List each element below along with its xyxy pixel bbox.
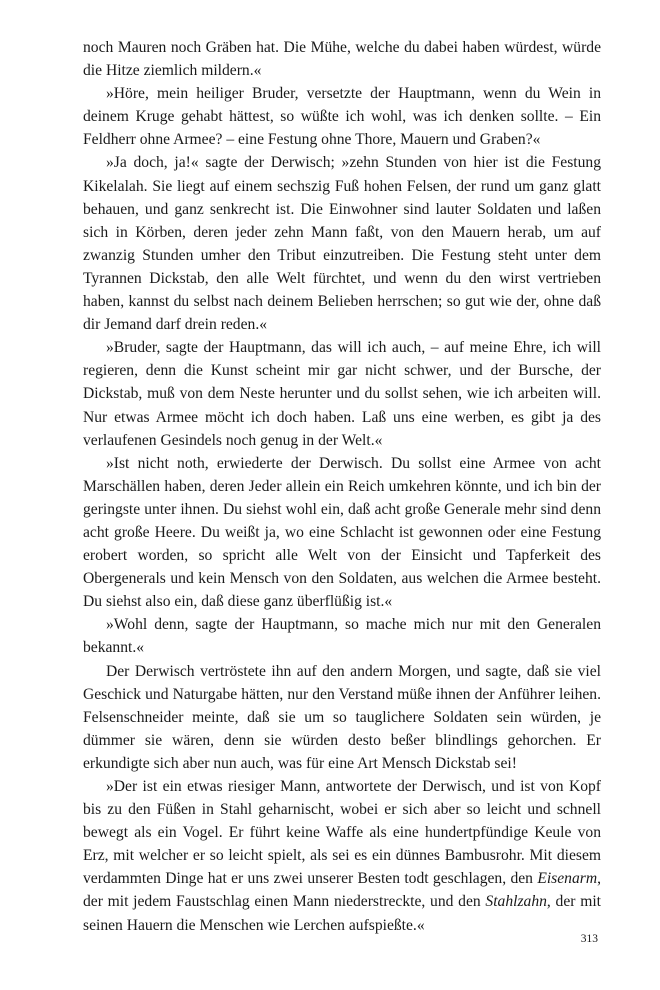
paragraph-8: »Der ist ein etwas riesiger Mann, antwortete der Derwisch, und ist von Kopf bis zu den Füßen in Stahl geharnischt, wobei er sich aber so leicht und schnell bewegt als ein Vogel. Er führt keine Waffe als eine hundertpfündige Keule von Erz, mit welcher er so leicht spielt, als sei es ein dünnes Bambusrohr. Mit diesem verdammten Dinge hat er uns zwei unserer Besten todt geschlagen, den Eisenarm, der mit jedem Faustschlag einen Mann niederstreckte, und den Stahlzahn, der mit seinen Hauern die Menschen wie Lerchen aufspießte.« <box>83 778 601 934</box>
page-number: 313 <box>580 933 598 945</box>
paragraph-7: Der Derwisch vertröstete ihn auf den andern Morgen, und sagte, daß sie viel Geschick und Naturgabe hätten, nur den Verstand müße ihnen der Anführer leihen. Felsenschneider meinte, daß sie um so tauglichere Soldaten sein würden, je dümmer sie wären, denn sie würden desto beßer blindlings gehorchen. Er erkundigte sich aber nun auch, was für eine Art Mensch Dickstab sei! <box>83 662 601 772</box>
emphasis-eisenarm: Eisenarm <box>537 870 598 888</box>
page-body-text <box>83 36 601 937</box>
paragraph-1: noch Mauren noch Gräben hat. Die Mühe, welche du dabei haben würdest, würde die Hitze ziemlich mildern.« <box>83 39 601 80</box>
paragraph-3: »Ja doch, ja!« sagte der Derwisch; »zehn Stunden von hier ist die Festung Kikelalah. Sie liegt auf einem sechszig Fuß hohen Felsen, der rund um ganz glatt behauen, und ganz senkrecht ist. Die Einwohner sind lauter Soldaten und laßen sich in Körben, deren jeder zehn Mann faßt, von den Mauern herab, um auf zwanzig Stunden umher den Tribut einzutreiben. Die Festung steht unter dem Tyrannen Dickstab, den alle Welt fürchtet, und wenn du den wirst vertrieben haben, kannst du selbst nach deinem Belieben herrschen; so gut wie der, ohne daß dir Jemand darf drein reden.« <box>83 154 601 334</box>
paragraph-4: »Bruder, sagte der Hauptmann, das will ich auch, – auf meine Ehre, ich will regieren, denn die Kunst scheint mir gar nicht schwer, und der Bursche, der Dickstab, muß von dem Neste herunter und du sollst sehen, wie ich arbeiten will. Nur etwas Armee möcht ich doch haben. Laß uns eine werben, es gibt ja des verlaufenen Gesindels noch genug in der Welt.« <box>83 339 601 449</box>
emphasis-stahlzahn: Stahlzahn <box>485 893 547 911</box>
paragraph-6: »Wohl denn, sagte der Hauptmann, so mache mich nur mit den Generalen bekannt.« <box>83 616 601 657</box>
paragraph-2: »Höre, mein heiliger Bruder, versetzte der Hauptmann, wenn du Wein in deinem Kruge gehabt hättest, so wüßte ich wohl, was ich denken sollte. – Ein Feldherr ohne Armee? – eine Festung ohne Thore, Mauern und Graben?« <box>83 85 601 149</box>
paragraph-5: »Ist nicht noth, erwiederte der Derwisch. Du sollst eine Armee von acht Marschällen haben, deren Jeder allein ein Reich umkehren könnte, und ich bin der geringste unter ihnen. Du siehst wohl ein, daß acht große Generale mehr sind denn acht große Heere. Du weißt ja, wo eine Schlacht ist gewonnen oder eine Festung erobert worden, so spricht alle Welt von der Einsicht und Tapferkeit des Obergenerals und kein Mensch von den Soldaten, aus welchen die Armee besteht. Du siehst also ein, daß diese ganz überflüßig ist.« <box>83 454 601 611</box>
